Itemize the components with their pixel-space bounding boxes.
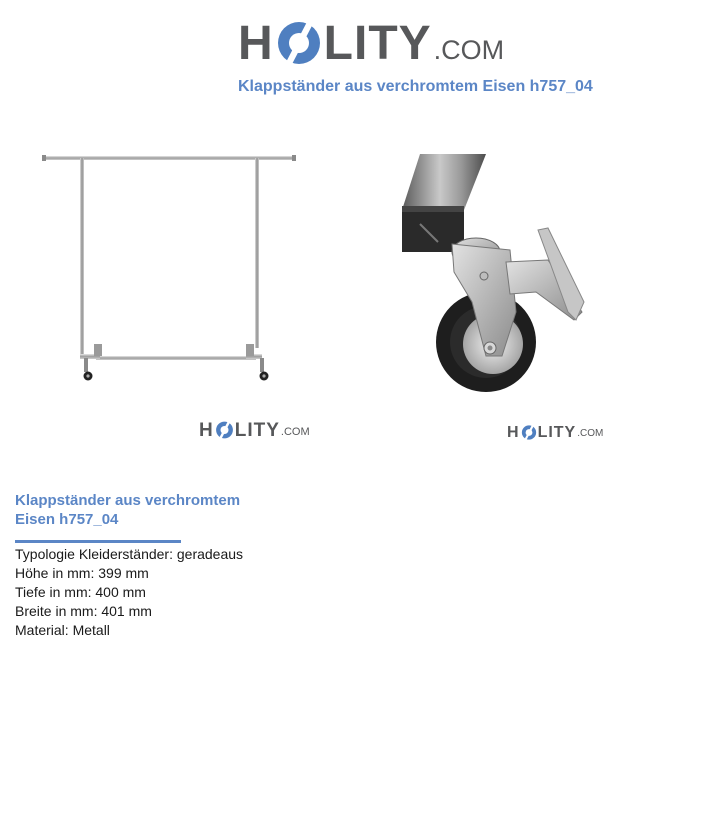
product-image-rack: [36, 148, 306, 388]
logo-letters-lity: LITY: [234, 420, 280, 441]
brand-logo-small-left: [199, 420, 310, 440]
spec-item-depth: Tiefe in mm: 400 mm: [15, 584, 146, 600]
heading-underline: [15, 540, 181, 543]
product-heading: Klappständer aus verchromtem Eisen h757_04: [15, 492, 241, 528]
logo-o-icon: [521, 424, 537, 441]
caster-wheel-illustration: [398, 152, 588, 402]
logo-letter-h: H: [199, 420, 214, 441]
logo-o-icon: [215, 420, 234, 440]
spec-item-typology: Typologie Kleiderständer: geradeaus: [15, 546, 244, 562]
logo-suffix-com: .COM: [280, 426, 310, 438]
page-title: Klappständer aus verchromtem Eisen h757_04: [238, 78, 593, 95]
logo-suffix-com: .COM: [433, 35, 505, 65]
logo-suffix-com: .COM: [577, 428, 604, 439]
spec-item-material: Material: Metall: [15, 622, 110, 638]
logo-letters-lity: LITY: [323, 17, 432, 70]
spec-item-width: Breite in mm: 401 mm: [15, 603, 152, 619]
spec-item-height: Höhe in mm: 399 mm: [15, 565, 149, 581]
spec-list: [15, 545, 243, 640]
logo-o-icon: [276, 18, 322, 68]
product-image-caster: [398, 152, 588, 402]
logo-letter-h: H: [238, 17, 274, 70]
logo-letters-lity: LITY: [537, 424, 577, 441]
logo-letter-h: H: [507, 424, 520, 441]
brand-logo-small-right: [507, 424, 603, 441]
clothes-rack-illustration: [36, 148, 306, 388]
brand-logo[interactable]: [238, 8, 504, 68]
